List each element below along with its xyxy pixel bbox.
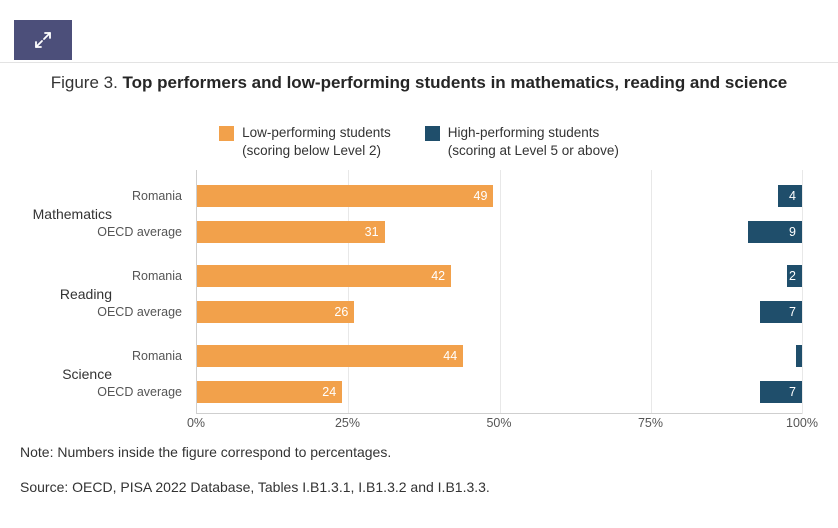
legend-swatch-high-icon — [425, 126, 440, 141]
legend-high-performing — [425, 124, 619, 160]
legend-label-high: High-performing students (scoring at Level 5 or above) — [447, 125, 619, 159]
table-row — [197, 265, 802, 287]
subject-label-mathematics: Mathematics — [32, 206, 112, 222]
expand-arrows-icon — [33, 30, 53, 50]
bar-value-low-science-romania: 44 — [443, 349, 458, 363]
bar-value-low-math-oecd: 31 — [364, 225, 379, 239]
bar-low-science-romania[interactable] — [197, 345, 463, 367]
bar-value-low-math-romania: 49 — [473, 189, 488, 203]
legend-low-performing — [219, 124, 391, 160]
row-label-math-oecd: OECD average — [97, 225, 182, 239]
bar-low-reading-romania[interactable] — [197, 265, 451, 287]
expand-icon[interactable] — [14, 20, 72, 60]
subject-label-science: Science — [62, 366, 112, 382]
xtick-0: 0% — [186, 416, 206, 430]
bar-low-reading-oecd[interactable] — [197, 301, 354, 323]
table-row — [197, 301, 802, 323]
title-main: Top performers and low-performing students in mathematics, reading and science — [122, 73, 788, 92]
row-label-science-oecd: OECD average — [97, 385, 182, 399]
row-label-column — [80, 170, 190, 414]
figure-source: Source: OECD, PISA 2022 Database, Tables I.B1.3.1, I.B1.3.2 and I.B1.3.3. — [20, 479, 490, 495]
bar-high-math-romania[interactable] — [778, 185, 802, 207]
chart-plot-area — [196, 170, 802, 414]
bar-value-high-reading-romania: 2 — [789, 269, 796, 283]
row-label-science-romania: Romania — [131, 349, 182, 363]
bar-value-high-science-oecd: 7 — [789, 385, 796, 399]
bar-high-reading-oecd[interactable] — [760, 301, 802, 323]
xtick-50: 50% — [486, 416, 512, 430]
xtick-25: 25% — [334, 416, 361, 430]
table-row — [197, 345, 802, 367]
title-prefix: Figure 3. — [50, 73, 123, 92]
bar-high-reading-romania[interactable] — [787, 265, 802, 287]
bar-value-high-reading-oecd: 7 — [789, 305, 796, 319]
x-axis — [186, 416, 818, 436]
bar-low-math-romania[interactable] — [197, 185, 493, 207]
bar-value-high-math-oecd: 9 — [789, 225, 796, 239]
bar-high-science-romania[interactable] — [796, 345, 802, 367]
bar-value-low-science-oecd: 24 — [322, 385, 337, 399]
x-axis-line — [197, 413, 802, 414]
subject-label-reading: Reading — [59, 286, 112, 302]
bar-value-high-math-romania: 4 — [789, 189, 796, 203]
legend-swatch-low-icon — [219, 126, 234, 141]
row-label-math-romania: Romania — [131, 189, 182, 203]
legend-label-low: Low-performing students (scoring below Level 2) — [242, 125, 391, 159]
bar-low-math-oecd[interactable] — [197, 221, 385, 243]
xtick-100: 100% — [786, 416, 818, 430]
bar-low-science-oecd[interactable] — [197, 381, 342, 403]
bar-value-low-reading-oecd: 26 — [334, 305, 349, 319]
gridline-100 — [802, 170, 803, 414]
row-label-reading-oecd: OECD average — [97, 305, 182, 319]
toolbar — [0, 0, 838, 63]
bar-value-low-reading-romania: 42 — [431, 269, 446, 283]
table-row — [197, 185, 802, 207]
table-row — [197, 221, 802, 243]
chart-legend — [0, 124, 838, 160]
xtick-75: 75% — [637, 416, 664, 430]
bar-high-science-oecd[interactable] — [760, 381, 802, 403]
figure-note: Note: Numbers inside the figure correspond to percentages. — [20, 444, 392, 460]
table-row — [197, 381, 802, 403]
page-title — [20, 72, 818, 95]
bar-high-math-oecd[interactable] — [748, 221, 802, 243]
row-label-reading-romania: Romania — [131, 269, 182, 283]
